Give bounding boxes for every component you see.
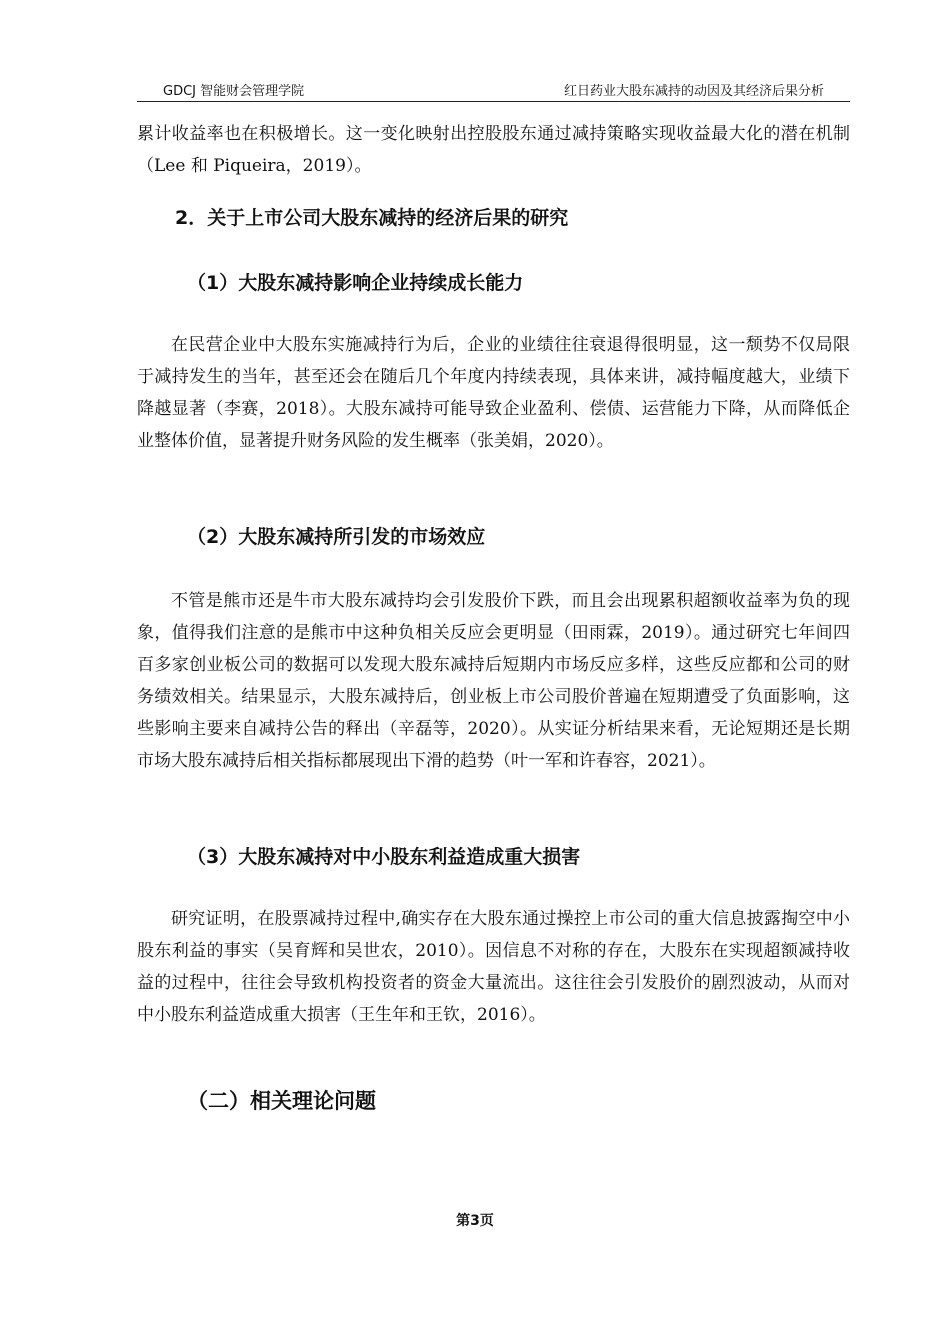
page-number: 第3页	[456, 1213, 494, 1229]
subsection-3-heading: （3）大股东减持对中小股东利益造成重大损害	[187, 846, 581, 868]
subsection-3-paragraph: 研究证明，在股票减持过程中,确实存在大股东通过操控上市公司的重大信息披露掏空中小股东利益的事实（吴育辉和吴世农，2010）。因信息不对称的存在，大股东在实现超额减持收益的过程中，往往会导致机构投资者的资金大量流出。这往往会引发股价的剧烈波动，从而对中小股东利益造成重大损害（王生年和王钦，2016）。	[137, 909, 850, 1025]
intro-paragraph: 累计收益率也在积极增长。这一变化映射出控股股东通过减持策略实现收益最大化的潜在机制（Lee 和 Piqueira，2019）。	[137, 124, 850, 176]
subsection-2-paragraph: 不管是熊市还是牛市大股东减持均会引发股价下跌，而且会出现累积超额收益率为负的现象，值得我们注意的是熊市中这种负相关反应会更明显（田雨霖，2019）。通过研究七年间四百多家创业板公司的数据可以发现大股东减持后短期内市场反应多样，这些反应都和公司的财务绩效相关。结果显示，大股东减持后，创业板上市公司股价普遍在短期遭受了负面影响，这些影响主要来自减持公告的释出（辛磊等，2020）。从实证分析结果来看，无论短期还是长期市场大股东减持后相关指标都展现出下滑的趋势（叶一军和许春容，2021）。	[137, 591, 850, 771]
subsection-1-paragraph: 在民营企业中大股东实施减持行为后，企业的业绩往往衰退得很明显，这一颓势不仅局限于减持发生的当年，甚至还会在随后几个年度内持续表现，具体来讲，减持幅度越大，业绩下降越显著（李赛，2018）。大股东减持可能导致企业盈利、偿债、运营能力下降，从而降低企业整体价值，显著提升财务风险的发生概率（张美娟，2020）。	[137, 335, 850, 451]
page-header	[137, 70, 850, 102]
header-institution: GDCJ 智能财会管理学院	[163, 84, 305, 99]
section-2-heading: 2．关于上市公司大股东减持的经济后果的研究	[175, 207, 569, 229]
theory-section-heading: （二）相关理论问题	[187, 1089, 376, 1113]
header-document-title: 红日药业大股东减持的动因及其经济后果分析	[563, 84, 824, 99]
subsection-2-heading: （2）大股东减持所引发的市场效应	[187, 526, 486, 548]
subsection-1-heading: （1）大股东减持影响企业持续成长能力	[187, 272, 524, 294]
